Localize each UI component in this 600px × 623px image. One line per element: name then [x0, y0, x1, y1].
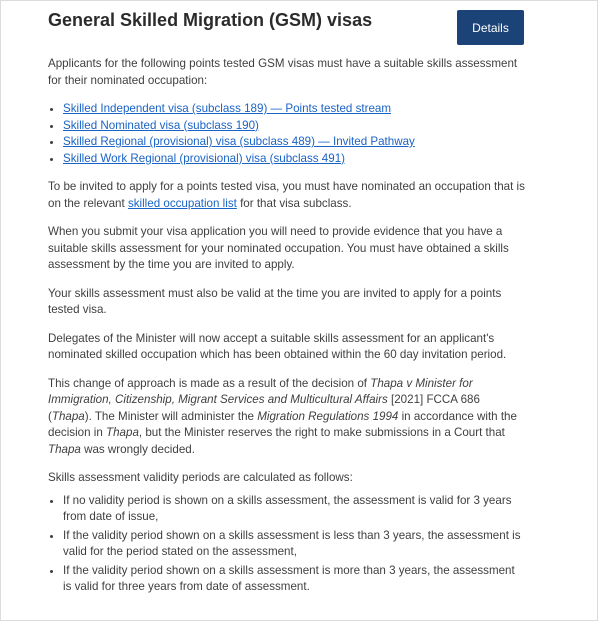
- list-item: [63, 134, 526, 151]
- visa-link-491[interactable]: Skilled Work Regional (provisional) visa (subclass 491): [63, 151, 346, 165]
- visa-link-list: [48, 101, 526, 167]
- invite-text-after: for that visa subclass.: [236, 196, 352, 210]
- visa-link-489[interactable]: Skilled Regional (provisional) visa (subclass 489) — Invited Pathway: [63, 135, 415, 148]
- case-short-name: Thapa: [48, 442, 81, 456]
- details-button[interactable]: Details: [457, 10, 524, 45]
- change-paragraph: [48, 376, 526, 459]
- validity-list: [48, 493, 526, 596]
- case-name: Thapa v Minister for Immigration, Citizenship, Migrant Services and Multicultural Affairs: [48, 376, 473, 406]
- list-item: [63, 101, 526, 118]
- change-text-6: was wrongly decided.: [80, 442, 195, 456]
- change-text-1: This change of approach is made as a result of the decision of: [48, 376, 371, 390]
- visa-link-190[interactable]: Skilled Nominated visa (subclass 190): [63, 118, 259, 132]
- intro-paragraph: Applicants for the following points tested GSM visas must have a suitable skills assessment for their nominated occupation:: [48, 57, 518, 87]
- change-text-4: in accordance with the decision in: [48, 409, 517, 439]
- validity-requirement-paragraph: Your skills assessment must also be valid at the time you are invited to apply for a points tested visa.: [48, 286, 502, 316]
- invite-text-before: To be invited to apply for a points tested visa, you must have nominated an occupation that is on the relevant: [48, 180, 525, 210]
- change-text-5: , but the Minister reserves the right to make submissions in a Court that: [138, 426, 505, 439]
- list-item: [63, 151, 526, 168]
- main-content: [48, 56, 526, 598]
- visa-link-189[interactable]: Skilled Independent visa (subclass 189) — Points tested stream: [63, 102, 392, 115]
- list-item: • If the validity period shown on a skills assessment is more than 3 years, the assessment is valid for three years from date of assessment.: [63, 563, 526, 596]
- list-item: • If no validity period is shown on a skills assessment, the assessment is valid for 3 years from date of issue,: [63, 493, 526, 526]
- delegates-paragraph: Delegates of the Minister will now accept a suitable skills assessment for an applicant's nominated skilled occupation which has been obtained within the 60 day invitation period.: [48, 331, 507, 361]
- change-text-3: ). The Minister will administer the: [84, 409, 258, 423]
- case-short-name: Thapa: [51, 409, 85, 423]
- validity-intro: Skills assessment validity periods are calculated as follows:: [48, 471, 353, 484]
- list-item: • If the validity period shown on a skills assessment is less than 3 years, the assessment is valid for the period stated on the assessment,: [63, 528, 526, 561]
- regulations-name: Migration Regulations 1994: [257, 409, 399, 423]
- change-text-2: [2021] FCCA 686 (: [48, 393, 480, 423]
- evidence-paragraph: When you submit your visa application you will need to provide evidence that you have a suitable skills assessment for your nominated occupation. You must have obtained a skills assessment by the time you are invited to apply.: [48, 225, 509, 271]
- page-title: General Skilled Migration (GSM) visas: [48, 10, 373, 30]
- invite-paragraph: [48, 179, 526, 212]
- list-item: [63, 118, 526, 135]
- case-short-name: Thapa: [106, 426, 139, 439]
- skilled-occupation-list-link[interactable]: skilled occupation list: [127, 196, 237, 210]
